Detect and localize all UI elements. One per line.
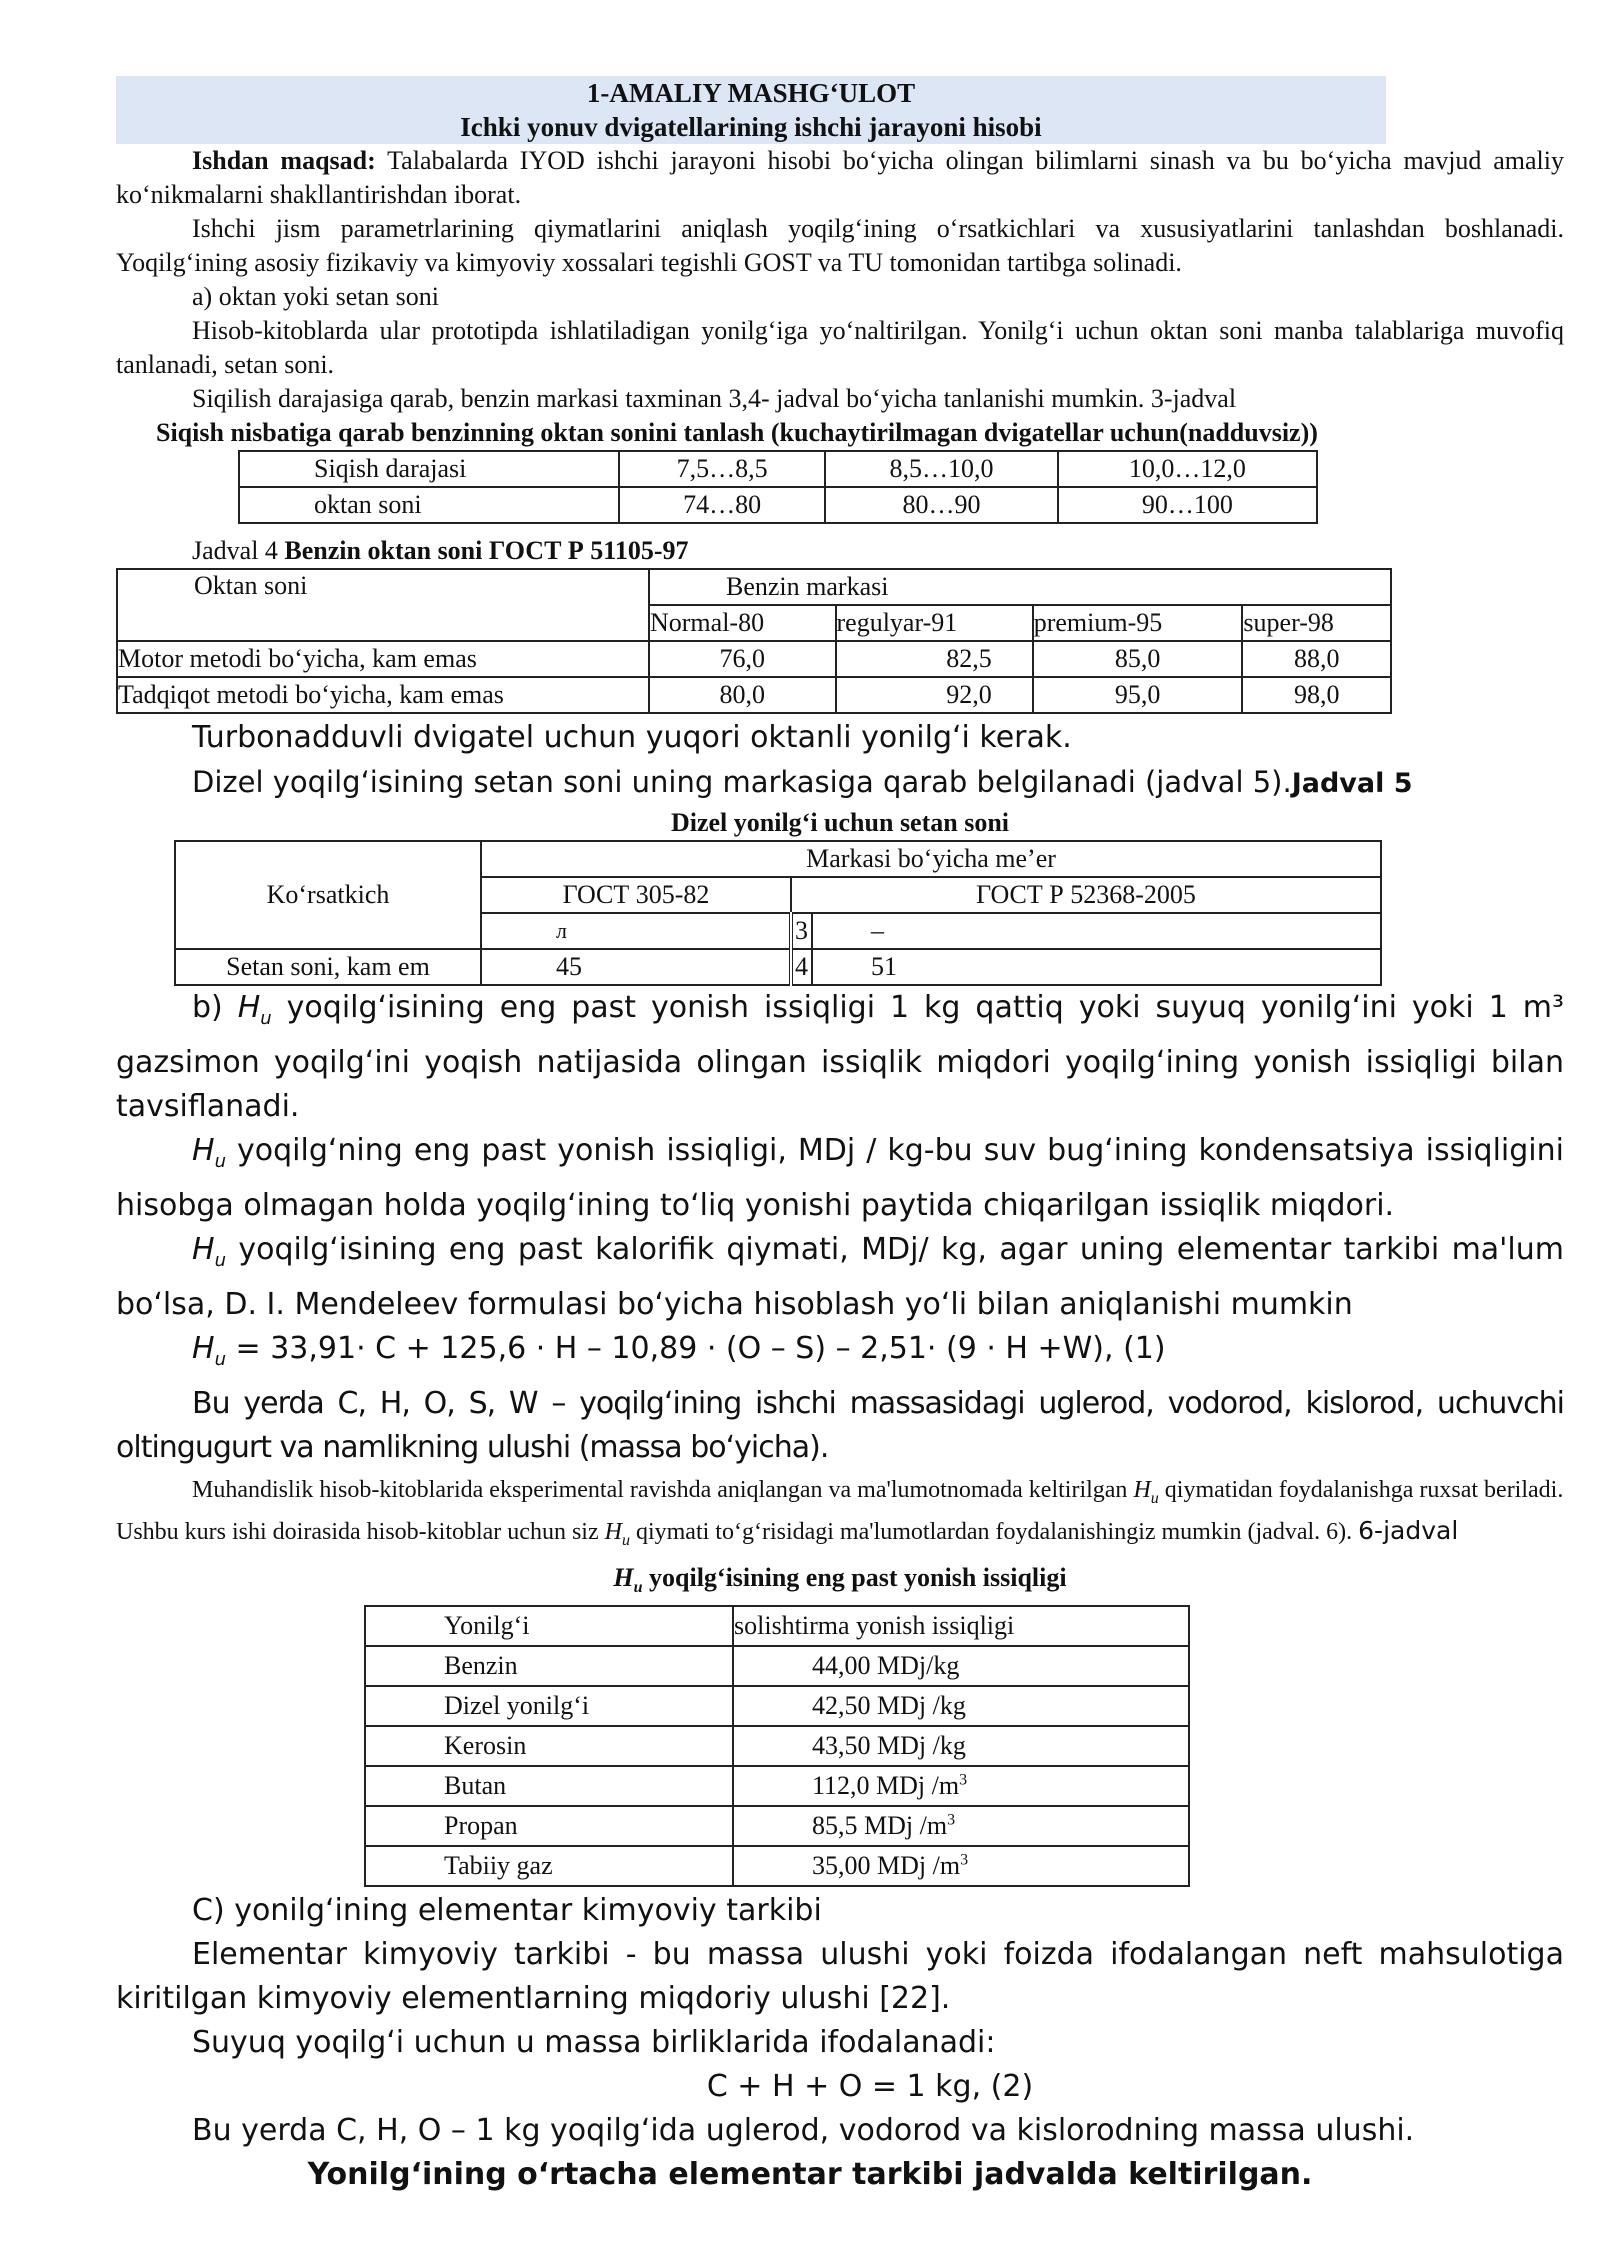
- table-cell: 10,0…12,0: [1058, 451, 1317, 487]
- formula-2: C + H + O = 1 kg, (2): [706, 2068, 1034, 2104]
- elem-paragraph-1: Elementar kimyoviy tarkibi - bu massa ulushi yoki foizda ifodalangan neft mahsulotiga kiritilgan kimyoviy elementlarning miqdoriy ulushi [22].: [116, 1936, 1564, 2016]
- table3: [238, 450, 1318, 524]
- table6-ref: 6-jadval: [1358, 1515, 1459, 1545]
- table-row: [239, 487, 1317, 523]
- table-cell: Tabiiy gaz: [365, 1846, 733, 1886]
- unit-exponent: 3: [959, 1771, 968, 1789]
- hu-subscript: u: [214, 1151, 226, 1172]
- hu-subscript: u: [214, 1250, 226, 1271]
- table-cell: 7,5…8,5: [619, 451, 825, 487]
- dizel-table-ref: Jadval 5: [1291, 768, 1413, 799]
- document-page: [116, 76, 1564, 2197]
- table-row: [365, 1646, 1189, 1686]
- hu-p3-text: yoqilg‘isining eng past kalorifik qiymati, MDj/ kg, agar uning elementar tarkibi ma'lum bo‘lsa, D. I. Mendeleev formulasi bo‘yicha hisoblash yo‘li bilan aniqlanishi mumkin: [116, 1232, 1564, 1322]
- table-cell: 82,5: [836, 641, 1033, 677]
- table-row: [175, 949, 1381, 985]
- dizel-text: Dizel yoqilg‘isining setan soni uning markasiga qarab belgilanadi (jadval 5).: [192, 765, 1292, 799]
- table-cell: 45: [481, 949, 791, 985]
- table-cell: 80…90: [825, 487, 1058, 523]
- table-cell: 98,0: [1242, 677, 1391, 713]
- table-cell: 88,0: [1242, 641, 1391, 677]
- table-cell: Motor metodi bo‘yicha, kam emas: [117, 641, 649, 677]
- table5-group-header: Markasi bo‘yicha me’er: [481, 841, 1381, 877]
- table-row: [117, 677, 1391, 713]
- mendeleev-formula: [116, 1327, 1564, 1382]
- table-row: [365, 1766, 1189, 1806]
- table-cell: 3: [791, 913, 812, 949]
- table-cell: Siqish darajasi: [239, 451, 619, 487]
- table-cell: –: [812, 913, 1381, 949]
- table-cell: [733, 1766, 1189, 1806]
- hu-symbol: H: [1133, 1477, 1151, 1503]
- goal-text: Talabalarda IYOD ishchi jarayoni hisobi bo‘yicha olingan bilimlarni sinash va bu bo‘yicha mavjud amaliy ko‘nikmalarni shakllantirishdan iborat.: [116, 146, 1564, 209]
- table5: [174, 840, 1382, 986]
- intro-paragraph-5: Siqilish darajasiga qarab, benzin markasi taxminan 3,4- jadval bo‘yicha tanlanishi mumkin. 3-jadval: [192, 384, 1237, 413]
- hu-small-paragraph-1: [116, 1474, 1564, 1515]
- table-row: [117, 569, 1391, 605]
- table6: [364, 1605, 1190, 1887]
- hu-symbol: H: [192, 1133, 215, 1168]
- small2-a: Ushbu kurs ishi doirasida hisob-kitoblar uchun siz: [116, 1518, 605, 1545]
- small1-b: qiymatidan foydalanishga ruxsat beriladi.: [1158, 1477, 1564, 1503]
- table-cell: [733, 1726, 1189, 1766]
- elem-paragraph-3: Bu yerda C, H, O – 1 kg yoqilg‘ida uglerod, vodorod va kislorodning massa ulushi.: [192, 2112, 1415, 2148]
- table-cell: л: [481, 913, 791, 949]
- table-row: [239, 451, 1317, 487]
- table4-caption-bold: Benzin oktan soni ГОСТ Р 51105-97: [284, 536, 689, 565]
- hu-subscript: u: [214, 1349, 226, 1370]
- hu-subscript: u: [621, 1531, 630, 1549]
- formula-1-text: = 33,91· C + 125,6 · H – 10,89 · (O – S) – 2,51· (9 · H +W), (1): [225, 1331, 1166, 1366]
- table-row: [365, 1606, 1189, 1646]
- table-cell: Butan: [365, 1766, 733, 1806]
- table-cell: Kerosin: [365, 1726, 733, 1766]
- hu-paragraph-3: [116, 1228, 1564, 1327]
- goal-paragraph: [116, 144, 1564, 212]
- table-cell: 74…80: [619, 487, 825, 523]
- intro-paragraph-3: a) oktan yoki setan soni: [192, 282, 439, 311]
- table-cell: [733, 1686, 1189, 1726]
- table-row: [365, 1726, 1189, 1766]
- elem-heading: C) yonilg‘ining elementar kimyoviy tarkibi: [192, 1892, 822, 1928]
- elem-paragraph-2: Suyuq yoqilg‘i uchun u massa birliklarida ifodalanadi:: [192, 2024, 996, 2060]
- table-cell: Setan soni, kam em: [175, 949, 481, 985]
- table-row: [365, 1686, 1189, 1726]
- table-cell: Dizel yonilg‘i: [365, 1686, 733, 1726]
- table-cell: Tadqiqot metodi bo‘yicha, kam emas: [117, 677, 649, 713]
- table6-title: [116, 1561, 1564, 1605]
- elem-final-bold: Yonilg‘ining o‘rtacha elementar tarkibi jadvalda keltirilgan.: [307, 2156, 1313, 2192]
- table4: [116, 568, 1392, 714]
- table-row: [365, 1806, 1189, 1846]
- page-subtitle: Ichki yonuv dvigatellarining ishchi jarayoni hisobi: [460, 112, 1042, 142]
- goal-label: Ishdan maqsad:: [192, 146, 376, 175]
- hu-symbol: H: [613, 1562, 634, 1592]
- hu-symbol: H: [192, 1331, 215, 1366]
- table5-col0: Ko‘rsatkich: [175, 841, 481, 949]
- table-cell: 51: [812, 949, 1381, 985]
- value: 43,50 MDj /kg: [812, 1730, 966, 1760]
- table-cell: [733, 1646, 1189, 1686]
- small2-b: qiymati to‘g‘risidagi ma'lumotlardan foydalanishingiz mumkin (jadval. 6).: [629, 1518, 1359, 1545]
- table-cell: premium-95: [1033, 605, 1243, 641]
- table-cell: 85,0: [1033, 641, 1243, 677]
- table-cell: 8,5…10,0: [825, 451, 1058, 487]
- hu-b-text: yoqilg‘isining eng past yonish issiqligi 1 kg qattiq yoki suyuq yonilg‘ini yoki 1 m³ gazsimon yoqilg‘ini yoqish natijasida olingan issiqlik miqdori yoqilg‘ining yonish issiqligi bilan tavsiflanadi.: [116, 990, 1564, 1124]
- small1-a: Muhandislik hisob-kitoblarida eksperimental ravishda aniqlangan va ma'lumotnomada keltirilgan: [192, 1477, 1134, 1503]
- table5-title: Dizel yonilg‘i uchun setan soni: [670, 808, 1010, 837]
- table-cell: Propan: [365, 1806, 733, 1846]
- table4-col0-header: Oktan soni: [117, 569, 649, 641]
- table-row: [365, 1846, 1189, 1886]
- unit-exponent: 3: [947, 1811, 956, 1829]
- table-cell: super-98: [1242, 605, 1391, 641]
- value: 35,00 MDj /m: [812, 1850, 961, 1880]
- hu-symbol: H: [192, 1232, 215, 1267]
- table-cell: ГОСТ Р 52368-2005: [791, 877, 1381, 913]
- table-cell: ГОСТ 305-82: [481, 877, 791, 913]
- hu-subscript: u: [1150, 1489, 1159, 1507]
- dizel-paragraph: [116, 760, 1564, 806]
- value: 85,5 MDj /m: [812, 1810, 948, 1840]
- table-cell: regulyar-91: [836, 605, 1033, 641]
- table-cell: [733, 1806, 1189, 1846]
- hu-subscript: u: [633, 1578, 643, 1596]
- table-cell: 4: [791, 949, 812, 985]
- table-cell: 92,0: [836, 677, 1033, 713]
- table-cell: oktan soni: [239, 487, 619, 523]
- hu-subscript: u: [260, 1008, 272, 1029]
- value: 44,00 MDj/kg: [812, 1650, 960, 1680]
- hu-small-paragraph-2: [116, 1515, 1564, 1557]
- table-row: [175, 841, 1381, 877]
- value: 42,50 MDj /kg: [812, 1690, 966, 1720]
- table6-head-heat: solishtirma yonish issiqligi: [733, 1606, 1189, 1646]
- table3-title: Siqish nisbatiga qarab benzinning oktan sonini tanlash (kuchaytirilmagan dvigatellar uchun(nadduvsiz)): [156, 418, 1318, 447]
- table4-group-header: Benzin markasi: [649, 569, 1391, 605]
- hu-symbol: H: [604, 1518, 622, 1545]
- intro-paragraph-2: Ishchi jism parametrlarining qiymatlarini aniqlash yoqilg‘ining o‘rsatkichlari va xususiyatlarini tanlashdan boshlanadi. Yoqilg‘ining asosiy fizikaviy va kimyoviy xossalari tegishli GOST va TU tomonidan tartibga solinadi.: [116, 214, 1564, 277]
- hu-paragraph-2: [116, 1129, 1564, 1228]
- table4-caption-prefix: Jadval 4: [192, 536, 285, 565]
- hu-p2-text: yoqilg‘ning eng past yonish issiqligi, MDj / kg-bu suv bug‘ining kondensatsiya issiqligini hisobga olmagan holda yoqilg‘ining to‘liq yonishi paytida chiqarilgan issiqlik miqdori.: [116, 1133, 1564, 1223]
- table6-title-text: yoqilg‘isining eng past yonish issiqligi: [642, 1562, 1067, 1592]
- hu-paragraph-b: [116, 986, 1564, 1129]
- hu-b-prefix: b): [192, 990, 238, 1025]
- page-title: 1-AMALIY MASHG‘ULOT: [586, 78, 916, 108]
- table-cell: [733, 1846, 1189, 1886]
- title-block: [116, 76, 1386, 144]
- table-cell: 76,0: [649, 641, 836, 677]
- table-cell: Benzin: [365, 1646, 733, 1686]
- turbo-paragraph: Turbonadduvli dvigatel uchun yuqori oktanli yonilg‘i kerak.: [192, 720, 1072, 755]
- hu-paragraph-4: Bu yerda C, H, O, S, W – yoqilg‘ining ishchi massasidagi uglerod, vodorod, kislorod, uchuvchi oltingugurt va namlikning ulushi (massa bo‘yicha).: [116, 1386, 1564, 1465]
- table6-head-fuel: Yonilg‘i: [365, 1606, 733, 1646]
- table-cell: 80,0: [649, 677, 836, 713]
- table-cell: 90…100: [1058, 487, 1317, 523]
- table-cell: Normal-80: [649, 605, 836, 641]
- table4-caption: [116, 534, 1564, 568]
- value: 112,0 MDj /m: [812, 1770, 960, 1800]
- unit-exponent: 3: [960, 1851, 969, 1869]
- table-cell: 95,0: [1033, 677, 1243, 713]
- table-row: [117, 641, 1391, 677]
- hu-symbol: H: [237, 990, 261, 1025]
- intro-paragraph-4: Hisob-kitoblarda ular prototipda ishlatiladigan yonilg‘iga yo‘naltirilgan. Yonilg‘i uchun oktan soni manba talablariga muvofiq tanlanadi, setan soni.: [116, 316, 1564, 379]
